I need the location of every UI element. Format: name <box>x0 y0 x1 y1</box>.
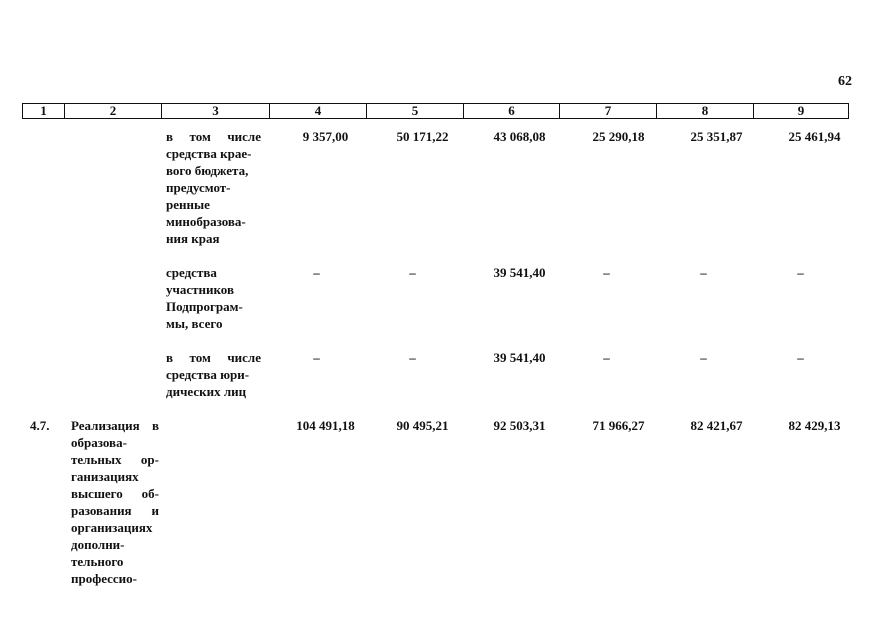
row-4-name <box>71 417 159 587</box>
desc-line: средства юри- <box>166 367 250 382</box>
row-2-col-7: – <box>603 265 610 280</box>
header-col-9: 9 <box>797 103 805 118</box>
header-col-3: 3 <box>162 104 270 118</box>
row-1-description <box>166 128 261 247</box>
desc-line: мы, всего <box>166 316 223 331</box>
name-line: дополни- <box>71 537 125 552</box>
row-3-description <box>166 349 261 400</box>
row-4-col-7: 71 966,27 <box>592 418 645 433</box>
desc-line: ния края <box>166 231 220 246</box>
desc-line: в том числе <box>166 350 261 365</box>
desc-line: в том числе <box>166 129 261 144</box>
row-2-col-4: – <box>313 265 320 280</box>
name-line: тельного <box>71 554 124 569</box>
desc-line: средства крае- <box>166 146 252 161</box>
desc-line: минобразова- <box>166 214 246 229</box>
row-4-col-9: 82 429,13 <box>788 418 841 433</box>
row-4-number: 4.7. <box>30 418 50 433</box>
desc-line: средства <box>166 265 217 280</box>
header-col-7: 7 <box>560 104 657 118</box>
row-3-col-4: – <box>313 350 320 365</box>
name-line: образова- <box>71 435 127 450</box>
row-1-col-9: 25 461,94 <box>788 129 841 144</box>
row-4-col-8: 82 421,67 <box>690 418 743 433</box>
header-col-6: 6 <box>464 104 560 118</box>
row-4-col-6: 92 503,31 <box>493 418 546 433</box>
desc-line: ренные <box>166 197 210 212</box>
row-4-col-4: 104 491,18 <box>296 418 355 433</box>
page-number: 62 <box>838 74 852 89</box>
desc-line: вого бюджета, <box>166 163 249 178</box>
header-col-8: 8 <box>657 104 754 118</box>
name-line: профессио- <box>71 571 138 586</box>
row-2-description <box>166 264 261 332</box>
header-col-2: 2 <box>65 104 162 118</box>
row-3-col-8: – <box>700 350 707 365</box>
header-col-4: 4 <box>270 104 367 118</box>
row-1-col-5: 50 171,22 <box>396 129 449 144</box>
table-header-row <box>22 103 849 119</box>
row-2-col-5: – <box>409 265 416 280</box>
row-3-col-9: – <box>797 350 804 365</box>
name-line: разования и <box>71 503 159 518</box>
row-3-col-5: – <box>409 350 416 365</box>
row-1-col-7: 25 290,18 <box>592 129 645 144</box>
row-3-col-6: 39 541,40 <box>493 350 546 365</box>
row-2-col-8: – <box>700 265 707 280</box>
name-line: Реализация в <box>71 418 159 433</box>
row-3-col-7: – <box>603 350 610 365</box>
desc-line: предусмот- <box>166 180 231 195</box>
row-1-col-8: 25 351,87 <box>690 129 743 144</box>
row-1-col-4: 9 357,00 <box>302 129 349 144</box>
desc-line: дических лиц <box>166 384 247 399</box>
row-2-col-6: 39 541,40 <box>493 265 546 280</box>
row-4-col-5: 90 495,21 <box>396 418 449 433</box>
header-col-1: 1 <box>23 104 65 118</box>
name-line: организациях <box>71 520 153 535</box>
desc-line: Подпрограм- <box>166 299 243 314</box>
header-col-5: 5 <box>367 104 464 118</box>
name-line: тельных ор- <box>71 452 159 467</box>
desc-line: участников <box>166 282 234 297</box>
row-1-col-6: 43 068,08 <box>493 129 546 144</box>
name-line: ганизациях <box>71 469 139 484</box>
name-line: высшего об- <box>71 486 159 501</box>
row-2-col-9: – <box>797 265 804 280</box>
